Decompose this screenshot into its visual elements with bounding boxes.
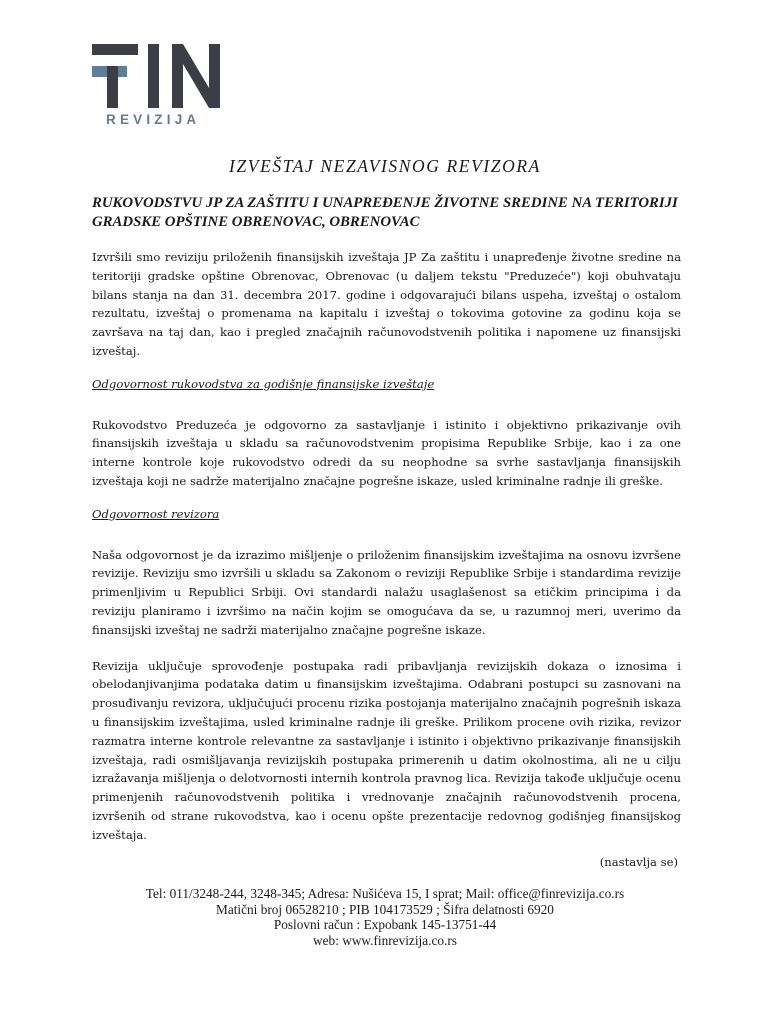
company-logo (92, 44, 242, 126)
footer-contact (0, 886, 770, 948)
section-heading-auditor: Odgovornost revizora (92, 506, 220, 521)
footer-bank-line: Poslovni račun : Expobank 145-13751-44 (273, 917, 497, 932)
footer-web-line: web: www.finrevizija.co.rs (313, 932, 457, 948)
footer-contact-line: Tel: 011/3248-244, 3248-345; Adresa: Nušićeva 15, I sprat; Mail: office@finrevizija.co.rs (145, 886, 625, 901)
management-responsibility-paragraph: Rukovodstvo Preduzeća je odgovorno za sastavljanje i istinito i objektivno prikazivanje ovih finansijskih izveštaja u skladu sa računovodstvenim propisima Republike Srbije, kao i za one interne kontrole koje rukovodstvo odredi da su neophodne sa svrhe sastavljanja finansijskih izveštaja koji ne sadrže materijalno značajne pogrešne iskaze, usled kriminalne radnje ili greške. (92, 417, 681, 488)
auditor-responsibility-paragraph: Naša odgovornost je da izrazimo mišljenje o priloženim finansijskim izveštajima na osnovu izvršene revizije. Reviziju smo izvršili u skladu sa Zakonom o reviziji Republike Srbije i standardima revizije primenljivim u Republici Srbiji. Ovi standardi nalažu usaglašenost sa etičkim principima i da reviziju planiramo i izvršimo na način kojim se omogućava da se, u razumnoj meri, uverimo da finansijski izveštaj ne sadrži materijalno značajne pogrešne iskaze. (92, 547, 681, 637)
addressee: RUKOVODSTVU JP ZA ZAŠTITU I UNAPREĐENJE ŽIVOTNE SREDINE NA TERITORIJI GRADSKE OPŠTINE OBRENOVAC, OBRENOVAC (92, 195, 678, 230)
footer-registration-line: Matični broj 06528210 ; PIB 104173529 ; Šifra delatnosti 6920 (216, 901, 554, 917)
report-body (92, 248, 681, 845)
intro-paragraph: Izvršili smo reviziju priloženih finansijskih izveštaja JP Za zaštitu i unapređenje životne sredine na teritoriji gradske opštine Obrenovac, Obrenovac (u daljem tekstu "Preduzeće") koji obuhvataju bilans stanja na dan 31. decembra 2017. godine i odgovarajući bilans uspeha, izveštaj o ostalom rezultatu, izveštaj o promenama na kapitalu i izveštaj o tokovima gotovine za godinu koja se završava na taj dan, kao i pregled značajnih računovodstvenih politika i napomene uz finansijski izveštaj. (92, 250, 681, 358)
document-title: IZVEŠTAJ NEZAVISNOG REVIZORA (229, 156, 541, 176)
section-heading-management: Odgovornost rukovodstva za godišnje finansijske izveštaje (92, 376, 435, 391)
fin-logo-graphic (92, 44, 242, 126)
continued-note: (nastavlja se) (599, 855, 678, 869)
logo-subtitle: REVIZIJA (106, 112, 201, 126)
audit-scope-paragraph: Revizija uključuje sprovođenje postupaka radi pribavljanja revizijskih dokaza o iznosima i obelodanjivanjima podataka datim u finansijskim izveštajima. Odabrani postupci su zasnovani na prosuđivanju revizora, uključujući procenu rizika postojanja materijalno značajnih pogrešnih iskaza u finansijskim izveštajima, usled kriminalne radnje ili greške. Prilikom procene ovih rizika, revizor razmatra interne kontrole relevantne za sastavljanje i istinito i objektivno prikazivanje finansijskih izveštaja, radi osmišljavanja revizijskih postupaka primerenih u datim okolnostima, ali ne u cilju izražavanja mišljenja o delotvornosti internih kontrola pravnog lica. Revizija takođe uključuje ocenu primenjenih računovodstvenih politika i vrednovanje značajnih računovodstvenih procena, izvršenih od strane rukovodstva, kao i ocenu opšte prezentacije redovnog godišnjeg finansijskog izveštaja. (92, 658, 681, 842)
